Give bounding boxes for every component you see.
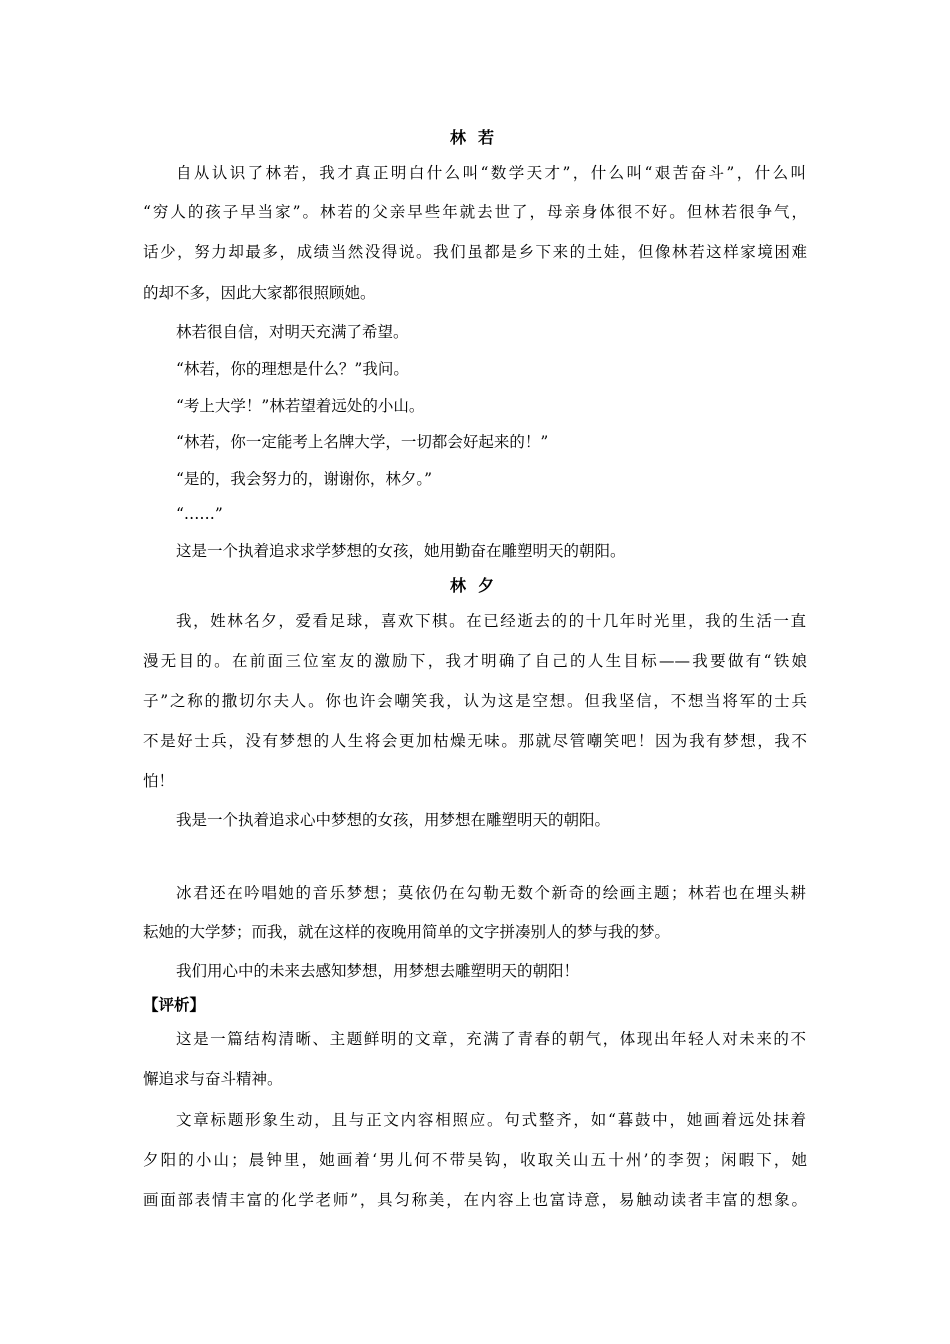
s3-p1-line-2: 耘她的大学梦；而我，就在这样的夜晚用简单的文字拼凑别人的梦与我的梦。: [143, 923, 671, 941]
s1-p6: “是的，我会努力的，谢谢你，林夕。”: [176, 470, 433, 488]
s1-p1-line-2: “穷人的孩子早当家”。林若的父亲早些年就去世了，母亲身体很不好。但林若很争气，: [143, 203, 807, 221]
s2-p1-line-5: 怕！: [143, 772, 175, 790]
comment-p2-line-1: 文章标题形象生动，且与正文内容相照应。句式整齐，如“暮鼓中，她画着远处抹着: [176, 1111, 806, 1129]
s1-p1-line-3: 话少，努力却最多，成绩当然没得说。我们虽都是乡下来的土娃，但像林若这样家境困难: [143, 243, 807, 261]
s2-p1-line-4: 不是好士兵，没有梦想的人生将会更加枯燥无味。那就尽管嘲笑吧！因为我有梦想，我不: [143, 732, 807, 750]
comment-label: 【评析】: [143, 995, 206, 1014]
s1-p8: 这是一个执着追求求学梦想的女孩，她用勤奋在雕塑明天的朝阳。: [176, 542, 626, 560]
s2-p2: 我是一个执着追求心中梦想的女孩，用梦想在雕塑明天的朝阳。: [176, 811, 611, 829]
s3-p1-line-1: 冰君还在吟唱她的音乐梦想；莫依仍在勾勒无数个新奇的绘画主题；林若也在埋头耕: [176, 884, 806, 902]
s1-p2: 林若很自信，对明天充满了希望。: [176, 323, 409, 341]
s1-p1-line-1: 自从认识了林若，我才真正明白什么叫“数学天才”，什么叫“艰苦奋斗”，什么叫: [176, 164, 806, 182]
s2-p1-line-2: 漫无目的。在前面三位室友的激励下，我才明确了自己的人生目标——我要做有“铁娘: [143, 652, 807, 670]
s1-p7: “……”: [176, 505, 223, 523]
s1-p5: “林若，你一定能考上名牌大学，一切都会好起来的！”: [176, 433, 549, 451]
comment-p1-line-2: 懈追求与奋斗精神。: [143, 1070, 283, 1088]
comment-p2-line-3: 画面部表情丰富的化学老师”，具匀称美，在内容上也富诗意，易触动读者丰富的想象。: [143, 1191, 807, 1209]
heading-lin-xi: 林夕: [450, 576, 507, 595]
s2-p1-line-3: 子”之称的撒切尔夫人。你也许会嘲笑我，认为这是空想。但我坚信，不想当将军的士兵: [143, 692, 807, 710]
comment-p2-line-2: 夕阳的小山；晨钟里，她画着‘男儿何不带吴钩，收取关山五十州’的李贺；闲暇下，她: [143, 1151, 807, 1169]
s1-p1-line-4: 的却不多，因此大家都很照顾她。: [143, 284, 376, 302]
s3-p2: 我们用心中的未来去感知梦想，用梦想去雕塑明天的朝阳！: [176, 962, 580, 980]
s2-p1-line-1: 我，姓林名夕，爱看足球，喜欢下棋。在已经逝去的的十几年时光里，我的生活一直: [176, 612, 806, 630]
heading-lin-ruo: 林若: [450, 128, 507, 147]
s1-p3: “林若，你的理想是什么？”我问。: [176, 360, 409, 378]
comment-p1-line-1: 这是一篇结构清晰、主题鲜明的文章，充满了青春的朝气，体现出年轻人对未来的不: [176, 1030, 806, 1048]
s1-p4: “考上大学！”林若望着远处的小山。: [176, 397, 425, 415]
